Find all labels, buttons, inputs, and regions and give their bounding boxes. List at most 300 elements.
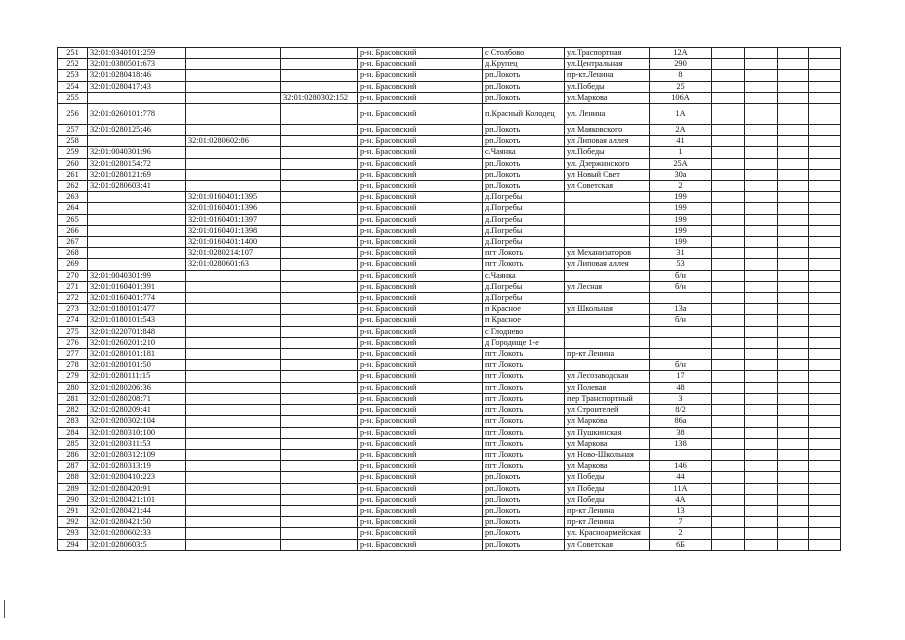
cadastral-number-3-cell [281,125,358,136]
house-number-cell: 48 [650,382,712,393]
empty-cell [809,136,841,147]
cadastral-number-2-cell [186,349,281,360]
row-number-cell: 277 [58,349,88,360]
table-row [58,382,841,393]
cadastral-number-3-cell [281,237,358,248]
empty-cell [745,237,778,248]
cadastral-number-3-cell [281,528,358,539]
table-row [58,349,841,360]
district-cell: р-н. Брасовский [358,483,483,494]
district-cell: р-н. Брасовский [358,304,483,315]
cadastral-number-3-cell [281,505,358,516]
house-number-cell: 4А [650,494,712,505]
empty-cell [778,248,809,259]
district-cell: р-н. Брасовский [358,203,483,214]
cadastral-number-cell [88,192,186,203]
empty-cell [809,181,841,192]
row-number-cell: 269 [58,259,88,270]
empty-cell [745,136,778,147]
locality-cell: д.Погребы [483,225,565,236]
empty-cell [712,326,745,337]
cadastral-number-cell: 32:01:0280310:100 [88,427,186,438]
cadastral-number-cell: 32:01:0280417:43 [88,81,186,92]
cadastral-number-2-cell [186,92,281,103]
district-cell: р-н. Брасовский [358,281,483,292]
district-cell: р-н. Брасовский [358,528,483,539]
empty-cell [809,293,841,304]
house-number-cell: 25А [650,158,712,169]
house-number-cell [650,337,712,348]
street-cell: ул Лесная [565,281,650,292]
cadastral-number-2-cell [186,147,281,158]
cadastral-number-cell: 32:01:0280111:15 [88,371,186,382]
cadastral-number-2-cell [186,438,281,449]
empty-cell [745,517,778,528]
empty-cell [809,48,841,59]
cadastral-number-cell: 32:01:0280208:71 [88,393,186,404]
cadastral-number-cell: 32:01:0280206:36 [88,382,186,393]
street-cell: ул Победы [565,472,650,483]
cadastral-number-3-cell [281,416,358,427]
locality-cell: пгт Локоть [483,371,565,382]
locality-cell: рп.Локоть [483,136,565,147]
empty-cell [809,416,841,427]
cadastral-number-3-cell [281,293,358,304]
empty-cell [712,505,745,516]
empty-cell [712,382,745,393]
table-row [58,181,841,192]
locality-cell: п.Красный Колодец [483,104,565,125]
empty-cell [778,449,809,460]
empty-cell [745,449,778,460]
empty-cell [745,169,778,180]
cadastral-number-cell: 32:01:0280421:101 [88,494,186,505]
empty-cell [745,104,778,125]
street-cell: ул Липовая аллея [565,136,650,147]
empty-cell [809,528,841,539]
empty-cell [712,136,745,147]
row-number-cell: 276 [58,337,88,348]
empty-cell [712,214,745,225]
empty-cell [745,371,778,382]
empty-cell [712,281,745,292]
empty-cell [745,505,778,516]
district-cell: р-н. Брасовский [358,494,483,505]
table-row [58,248,841,259]
cadastral-number-2-cell [186,360,281,371]
empty-cell [809,92,841,103]
street-cell: пр-кт.Ленина [565,70,650,81]
cadastral-number-cell: 32:01:0280101:181 [88,349,186,360]
locality-cell: с.Чаянка [483,270,565,281]
empty-cell [809,393,841,404]
house-number-cell: б/н [650,281,712,292]
empty-cell [809,203,841,214]
street-cell: ул.Победы [565,147,650,158]
empty-cell [712,81,745,92]
empty-cell [778,349,809,360]
cadastral-number-2-cell [186,81,281,92]
table-row [58,70,841,81]
row-number-cell: 264 [58,203,88,214]
house-number-cell: 199 [650,214,712,225]
locality-cell: п Красное [483,304,565,315]
cadastral-number-cell: 32:01:0280125:46 [88,125,186,136]
empty-cell [809,315,841,326]
empty-cell [745,203,778,214]
row-number-cell: 259 [58,147,88,158]
row-number-cell: 265 [58,214,88,225]
empty-cell [745,304,778,315]
empty-cell [745,281,778,292]
empty-cell [809,326,841,337]
cadastral-number-cell: 32:01:0260101:778 [88,104,186,125]
table-row [58,270,841,281]
cadastral-number-3-cell [281,59,358,70]
cadastral-number-3-cell [281,349,358,360]
empty-cell [809,304,841,315]
empty-cell [745,416,778,427]
locality-cell: с Глоднево [483,326,565,337]
empty-cell [745,59,778,70]
table-row [58,505,841,516]
cadastral-number-cell: 32:01:0380501:673 [88,59,186,70]
table-row [58,337,841,348]
district-cell: р-н. Брасовский [358,259,483,270]
row-number-cell: 289 [58,483,88,494]
empty-cell [778,59,809,70]
house-number-cell: 13а [650,304,712,315]
cadastral-number-3-cell [281,337,358,348]
row-number-cell: 266 [58,225,88,236]
table-row [58,472,841,483]
table-row [58,225,841,236]
house-number-cell: 44 [650,472,712,483]
empty-cell [778,337,809,348]
cadastral-number-cell: 32:01:0340101:259 [88,48,186,59]
cadastral-number-2-cell [186,48,281,59]
locality-cell: рп.Локоть [483,169,565,180]
district-cell: р-н. Брасовский [358,181,483,192]
cadastral-number-3-cell [281,461,358,472]
empty-cell [778,281,809,292]
row-number-cell: 283 [58,416,88,427]
empty-cell [745,70,778,81]
district-cell: р-н. Брасовский [358,225,483,236]
locality-cell: пгт Локоть [483,405,565,416]
house-number-cell: 53 [650,259,712,270]
cadastral-number-cell: 32:01:0280101:50 [88,360,186,371]
cadastral-number-cell: 32:01:0280421:44 [88,505,186,516]
table-row [58,326,841,337]
locality-cell: пгт Локоть [483,382,565,393]
empty-cell [778,405,809,416]
empty-cell [809,158,841,169]
locality-cell: д Городище 1-е [483,337,565,348]
empty-cell [778,382,809,393]
empty-cell [712,472,745,483]
cadastral-number-2-cell [186,494,281,505]
cadastral-number-cell: 32:01:0160401:391 [88,281,186,292]
district-cell: р-н. Брасовский [358,382,483,393]
empty-cell [712,393,745,404]
cadastral-number-2-cell [186,315,281,326]
cadastral-number-cell: 32:01:0180101:477 [88,304,186,315]
district-cell: р-н. Брасовский [358,125,483,136]
cadastral-number-3-cell [281,539,358,550]
cadastral-number-3-cell [281,326,358,337]
street-cell [565,270,650,281]
row-number-cell: 279 [58,371,88,382]
cadastral-number-2-cell [186,393,281,404]
empty-cell [778,483,809,494]
cadastral-number-cell [88,259,186,270]
empty-cell [745,248,778,259]
cadastral-number-3-cell [281,449,358,460]
street-cell: ул Пушкинская [565,427,650,438]
cadastral-number-3-cell [281,158,358,169]
district-cell: р-н. Брасовский [358,371,483,382]
empty-cell [712,315,745,326]
cadastral-number-2-cell [186,181,281,192]
table-row [58,393,841,404]
empty-cell [809,70,841,81]
house-number-cell: 146 [650,461,712,472]
district-cell: р-н. Брасовский [358,293,483,304]
cadastral-number-cell: 32:01:0040301:99 [88,270,186,281]
row-number-cell: 271 [58,281,88,292]
house-number-cell: 199 [650,203,712,214]
cadastral-number-2-cell [186,472,281,483]
house-number-cell: 199 [650,237,712,248]
table-row [58,214,841,225]
locality-cell: рп.Локоть [483,158,565,169]
table-row [58,203,841,214]
house-number-cell: 25 [650,81,712,92]
empty-cell [778,125,809,136]
table-row [58,539,841,550]
empty-cell [809,360,841,371]
cadastral-number-2-cell: 32:01:0280602:86 [186,136,281,147]
cadastral-number-3-cell [281,382,358,393]
cadastral-number-cell [88,136,186,147]
house-number-cell: 8 [650,70,712,81]
empty-cell [745,427,778,438]
cadastral-number-cell: 32:01:0280311:53 [88,438,186,449]
empty-cell [778,461,809,472]
cadastral-number-2-cell [186,59,281,70]
empty-cell [745,326,778,337]
locality-cell: рп.Локоть [483,81,565,92]
row-number-cell: 281 [58,393,88,404]
table-row [58,92,841,103]
district-cell: р-н. Брасовский [358,472,483,483]
empty-cell [778,92,809,103]
empty-cell [712,70,745,81]
district-cell: р-н. Брасовский [358,449,483,460]
empty-cell [809,270,841,281]
house-number-cell [650,349,712,360]
district-cell: р-н. Брасовский [358,237,483,248]
table-row [58,169,841,180]
empty-cell [809,147,841,158]
street-cell: ул Полевая [565,382,650,393]
empty-cell [712,181,745,192]
cadastral-number-3-cell [281,104,358,125]
table-row [58,158,841,169]
empty-cell [745,158,778,169]
house-number-cell: 31 [650,248,712,259]
cadastral-number-2-cell [186,158,281,169]
house-number-cell: б/н [650,270,712,281]
cadastral-number-cell: 32:01:0280312:109 [88,449,186,460]
street-cell: ул Новый Свет [565,169,650,180]
locality-cell: п Красное [483,315,565,326]
house-number-cell: 41 [650,136,712,147]
empty-cell [745,528,778,539]
row-number-cell: 256 [58,104,88,125]
empty-cell [745,181,778,192]
table-row [58,360,841,371]
street-cell [565,315,650,326]
cadastral-number-cell: 32:01:0280603:5 [88,539,186,550]
empty-cell [745,270,778,281]
locality-cell: рп.Локоть [483,517,565,528]
empty-cell [745,81,778,92]
empty-cell [778,70,809,81]
table-row [58,461,841,472]
locality-cell: рп.Локоть [483,539,565,550]
house-number-cell: 8/2 [650,405,712,416]
locality-cell: рп.Локоть [483,505,565,516]
empty-cell [745,461,778,472]
empty-cell [712,48,745,59]
table-row [58,315,841,326]
cadastral-number-3-cell [281,315,358,326]
empty-cell [778,393,809,404]
locality-cell: рп.Локоть [483,494,565,505]
empty-cell [712,304,745,315]
empty-cell [712,517,745,528]
row-number-cell: 273 [58,304,88,315]
empty-cell [809,214,841,225]
district-cell: р-н. Брасовский [358,517,483,528]
table-row [58,104,841,125]
row-number-cell: 285 [58,438,88,449]
empty-cell [712,494,745,505]
cadastral-number-3-cell [281,48,358,59]
cadastral-number-2-cell [186,337,281,348]
empty-cell [745,360,778,371]
row-number-cell: 288 [58,472,88,483]
empty-cell [778,225,809,236]
table-row [58,405,841,416]
row-number-cell: 286 [58,449,88,460]
cadastral-number-2-cell: 32:01:0160401:1397 [186,214,281,225]
district-cell: р-н. Брасовский [358,92,483,103]
street-cell: ул Маяковского [565,125,650,136]
empty-cell [809,225,841,236]
row-number-cell: 293 [58,528,88,539]
empty-cell [745,494,778,505]
empty-cell [809,472,841,483]
cadastral-number-cell: 32:01:0280313:19 [88,461,186,472]
table-row [58,517,841,528]
cadastral-number-cell: 32:01:0160401:774 [88,293,186,304]
empty-cell [712,371,745,382]
district-cell: р-н. Брасовский [358,192,483,203]
empty-cell [778,259,809,270]
locality-cell: рп.Локоть [483,181,565,192]
row-number-cell: 253 [58,70,88,81]
cadastral-number-2-cell: 32:01:0280601:63 [186,259,281,270]
cadastral-number-2-cell [186,169,281,180]
district-cell: р-н. Брасовский [358,360,483,371]
locality-cell: пгт Локоть [483,248,565,259]
street-cell: ул Советская [565,539,650,550]
empty-cell [712,169,745,180]
house-number-cell: 86а [650,416,712,427]
locality-cell: рп.Локоть [483,472,565,483]
empty-cell [809,125,841,136]
empty-cell [809,349,841,360]
locality-cell: с Столбово [483,48,565,59]
house-number-cell: 30а [650,169,712,180]
cadastral-number-3-cell [281,225,358,236]
row-number-cell: 287 [58,461,88,472]
locality-cell: пгт Локоть [483,393,565,404]
empty-cell [778,539,809,550]
empty-cell [778,315,809,326]
empty-cell [809,438,841,449]
row-number-cell: 270 [58,270,88,281]
house-number-cell: 199 [650,192,712,203]
locality-cell: пгт Локоть [483,461,565,472]
street-cell: пер Транспортный [565,393,650,404]
street-cell [565,337,650,348]
locality-cell: пгт Локоть [483,349,565,360]
district-cell: р-н. Брасовский [358,136,483,147]
empty-cell [809,371,841,382]
cadastral-number-2-cell [186,270,281,281]
row-number-cell: 292 [58,517,88,528]
empty-cell [778,192,809,203]
empty-cell [712,237,745,248]
cadastral-number-3-cell [281,371,358,382]
empty-cell [778,427,809,438]
cadastral-number-2-cell [186,281,281,292]
empty-cell [778,360,809,371]
street-cell: пр-кт Ленина [565,349,650,360]
empty-cell [809,517,841,528]
empty-cell [745,125,778,136]
cadastral-number-3-cell [281,203,358,214]
locality-cell: рп.Локоть [483,70,565,81]
cadastral-number-cell: 32:01:0220701:848 [88,326,186,337]
empty-cell [809,405,841,416]
empty-cell [778,438,809,449]
house-number-cell: 3 [650,393,712,404]
cadastral-number-2-cell [186,293,281,304]
locality-cell: д.Погребы [483,293,565,304]
street-cell [565,293,650,304]
row-number-cell: 258 [58,136,88,147]
cadastral-number-cell: 32:01:0280603:41 [88,181,186,192]
empty-cell [712,203,745,214]
district-cell: р-н. Брасовский [358,416,483,427]
cadastral-number-cell [88,225,186,236]
house-number-cell: 138 [650,438,712,449]
